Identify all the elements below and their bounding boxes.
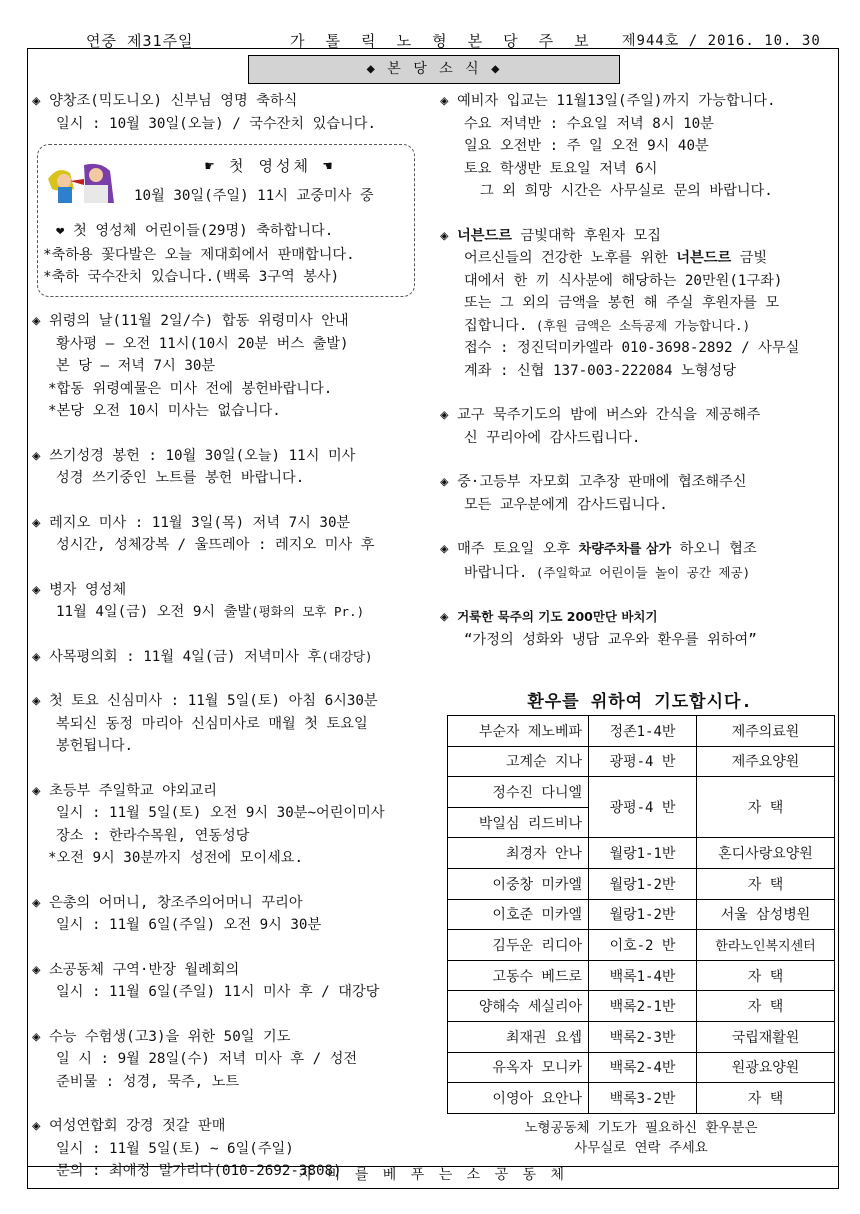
notice-line: 금빛 [731, 250, 768, 266]
notice-line: 접수 : 정진덕미카엘라 010-3698-2892 / 사무실 [464, 340, 800, 356]
week-label: 연중 제31주일 [86, 32, 194, 50]
table-row [448, 838, 835, 869]
patient-group: 이호-2 반 [589, 930, 697, 961]
table-row [448, 716, 835, 747]
patient-name: 최경자 안나 [448, 838, 589, 869]
notice-title: ◈ 쓰기성경 봉헌 : 10월 30일(오늘) 11시 미사 [32, 447, 356, 464]
patient-group: 백록1-4반 [589, 960, 697, 991]
notice-rosary-campaign [440, 606, 835, 651]
notice-title: ◈ 사목평의회 : 11월 4일(금) 저녁미사 후 [32, 648, 322, 665]
notice-line: 일시 : 11월 5일(토) 오전 9시 30분~어린이미사 [56, 805, 385, 821]
patient-place: 한라노인복지센터 [697, 930, 835, 961]
patient-name: 박일심 리드비나 [448, 807, 589, 838]
patient-place: 자 택 [697, 777, 835, 838]
notice-line: 일요 오전반 : 주 일 오전 9시 40분 [464, 138, 709, 154]
notice-line: 일시 : 10월 30일(오늘) / 국수잔치 있습니다. [56, 115, 376, 132]
communion-title: ☛ 첫 영성체 ☚ [204, 157, 336, 175]
right-column [440, 90, 835, 651]
communion-congrats: ❤ 첫 영성체 어린이들(29명) 축하합니다. [56, 223, 334, 239]
footer-motto: 자 비 를 베 푸 는 소 공 동 체 [27, 1166, 839, 1189]
notice-line: 문의 : 최애정 말가리다(010-2692-3808) [56, 1163, 342, 1179]
table-row [448, 930, 835, 961]
patient-name: 고동수 베드로 [448, 960, 589, 991]
notice-handwritten: 차량주차를 삼가 [578, 542, 672, 557]
notice-title: ◈ 위령의 날(11월 2일/수) 합동 위령미사 안내 [32, 313, 349, 329]
notice-title: ◈ 여성연합회 강경 젓갈 판매 [32, 1118, 226, 1134]
notice-council [32, 646, 432, 669]
notice-feast [32, 90, 432, 135]
notice-title: ◈ 교구 묵주기도의 밤에 버스와 간식을 제공해주 [440, 407, 761, 423]
notice-line: 토요 학생반 토요일 저녁 6시 [464, 160, 658, 177]
table-row [448, 777, 835, 808]
patient-name: 정수진 다니엘 [448, 777, 589, 808]
notice-sick [32, 579, 432, 624]
patient-group: 월랑1-2반 [589, 899, 697, 930]
notice-title: ◈ 레지오 미사 : 11월 3일(목) 저녁 7시 30분 [32, 514, 351, 531]
patient-place: 서울 삼성병원 [697, 899, 835, 930]
patient-group: 광평-4 반 [589, 746, 697, 777]
notice-line: 성시간, 성체강복 / 울뜨레아 : 레지오 미사 후 [56, 537, 375, 553]
notice-line: 일시 : 11월 5일(토) ~ 6일(주일) [56, 1140, 294, 1157]
table-row [448, 899, 835, 930]
patient-place: 원광요양원 [697, 1052, 835, 1083]
patient-name: 이호준 미카엘 [448, 899, 589, 930]
table-row [448, 991, 835, 1022]
patient-place: 혼디사랑요양원 [697, 838, 835, 869]
notice-memorial [32, 310, 432, 423]
communion-flowers: *축하용 꽃다발은 오늘 제대회에서 판매합니다. [43, 247, 355, 263]
notice-line: 또는 그 외의 금액을 봉헌 해 주실 후원자를 모 [464, 295, 780, 311]
notice-title: ◈ 예비자 입교는 11월13일(주일)까지 가능합니다. [440, 93, 776, 109]
notice-handwritten: 너븐드르 [676, 250, 732, 266]
notice-line: 바랍니다. [464, 564, 536, 581]
notice-school-trip [32, 780, 432, 870]
notice-title: ◈ 병자 영성체 [32, 581, 127, 598]
communion-illustration [44, 159, 120, 207]
table-row [448, 868, 835, 899]
notice-exam-prayer [32, 1026, 432, 1094]
notice-line: 모든 교우분에게 감사드립니다. [464, 496, 668, 513]
notice-note: (평화의 모후 Pr.) [251, 604, 365, 619]
patient-group: 월랑1-2반 [589, 868, 697, 899]
table-row [448, 746, 835, 777]
patient-name: 고계순 지나 [448, 746, 589, 777]
issue-number: 제944호 / 2016. 10. 30 [622, 33, 821, 49]
notice-line: *본당 오전 10시 미사는 없습니다. [48, 403, 281, 419]
patient-group: 월랑1-1반 [589, 838, 697, 869]
patient-group: 정존1-4반 [589, 716, 697, 747]
bulletin-title: 가 톨 릭 노 형 본 당 주 보 [290, 32, 595, 50]
notice-legio [32, 512, 432, 557]
patient-place: 제주요양원 [697, 746, 835, 777]
notice-handwritten: 너븐드르 [457, 227, 512, 244]
prayer-note [447, 1118, 835, 1158]
notice-line: *합동 위령예물은 미사 전에 봉헌바랍니다. [48, 380, 333, 397]
notice-bullet: ◈ [440, 609, 458, 625]
notice-title: ◈ 첫 토요 신심미사 : 11월 5일(토) 아침 6시30분 [32, 693, 378, 709]
notice-note: (주일학교 어린이들 놀이 공간 제공) [535, 564, 751, 580]
patient-name: 유옥자 모니카 [448, 1052, 589, 1083]
notice-line: *오전 9시 30분까지 성전에 모이세요. [48, 850, 304, 866]
patient-place: 제주의료원 [697, 716, 835, 747]
notice-line: 계좌 : 신협 137-003-222084 노형성당 [464, 362, 736, 379]
notice-title: ◈ 양창조(믹도니오) 신부님 영명 축하식 [32, 93, 298, 109]
notice-line: 복되신 동정 마리아 신심미사로 매월 첫 토요일 [56, 715, 368, 732]
notice-meeting [32, 959, 432, 1004]
patient-place: 자 택 [697, 991, 835, 1022]
patient-name: 이중창 미카엘 [448, 868, 589, 899]
notice-line: 일시 : 11월 6일(주일) 11시 미사 후 / 대강당 [56, 984, 380, 1000]
notice-line: 성경 쓰기중인 노트를 봉헌 바랍니다. [56, 470, 305, 486]
table-row [448, 960, 835, 991]
patient-name: 부순자 제노베파 [448, 716, 589, 747]
notice-title: 금빛대학 후원자 모집 [511, 227, 661, 244]
notice-pepper-sale [440, 471, 835, 516]
patient-group: 백록2-4반 [589, 1052, 697, 1083]
patient-place: 자 택 [697, 1083, 835, 1114]
prayer-note-line: 노형공동체 기도가 필요하신 환우분은 [524, 1120, 758, 1136]
patient-place: 자 택 [697, 960, 835, 991]
notice-line: 집합니다. [464, 317, 536, 334]
patient-name: 김두운 리디아 [448, 930, 589, 961]
notice-line: 수요 저녁반 : 수요일 저녁 8시 10분 [464, 115, 714, 132]
left-column-2 [32, 310, 432, 1183]
notice-line: 봉헌됩니다. [56, 738, 134, 754]
notice-title: ◈ 은총의 어머니, 창조주의어머니 꾸리아 [32, 894, 303, 911]
notice-line: 장소 : 한라수목원, 연동성당 [56, 827, 250, 844]
notice-line: 그 외 희망 시간은 사무실로 문의 바랍니다. [480, 183, 773, 199]
notice-title: ◈ 중·고등부 자모회 고추장 판매에 협조해주신 [440, 474, 747, 490]
notice-curia [32, 892, 432, 937]
communion-time: 10월 30일(주일) 11시 교중미사 중 [134, 188, 374, 204]
patient-name: 이영아 요안나 [448, 1083, 589, 1114]
notice-title: ◈ 수능 수험생(고3)을 위한 50일 기도 [32, 1028, 291, 1045]
notice-line: 준비물 : 성경, 묵주, 노트 [56, 1073, 240, 1090]
notice-line: “가정의 성화와 냉담 교우와 환우를 위하여” [464, 631, 757, 648]
notice-line: 신 꾸리아에 감사드립니다. [464, 429, 641, 446]
left-column [32, 90, 432, 135]
prayer-note-line: 사무실로 연락 주세요 [574, 1140, 708, 1156]
notice-bible [32, 445, 432, 490]
notice-line: 일시 : 11월 6일(주일) 오전 9시 30분 [56, 917, 322, 933]
prayer-table [447, 715, 835, 1114]
notice-line: 일 시 : 9월 28일(수) 저녁 미사 후 / 성전 [56, 1051, 358, 1067]
notice-handwritten: 거룩한 묵주의 기도 200만단 바치기 [457, 609, 658, 624]
notice-title: ◈ 초등부 주일학교 야외교리 [32, 782, 217, 799]
notice-line: 대에서 한 끼 식사분에 해당하는 20만원(1구좌) [464, 272, 783, 289]
patient-place: 국립재활원 [697, 1021, 835, 1052]
notice-title: ◈ 매주 토요일 오후 [440, 541, 579, 557]
patient-group: 광평-4 반 [589, 777, 697, 838]
notice-line: 본 당 – 저녁 7시 30분 [56, 358, 216, 374]
notice-line: 11월 4일(금) 오전 9시 출발 [56, 604, 252, 620]
notice-title: 하오니 협조 [671, 541, 757, 557]
patient-name: 최재권 요셉 [448, 1021, 589, 1052]
notice-first-saturday [32, 690, 432, 758]
notice-note: (후원 금액은 소득공제 가능합니다.) [535, 317, 751, 333]
notice-parking [440, 538, 835, 584]
table-row [448, 1021, 835, 1052]
patient-group: 백록2-1반 [589, 991, 697, 1022]
table-row [448, 1052, 835, 1083]
notice-rosary-thanks [440, 404, 835, 449]
prayer-title: 환우를 위하여 기도합시다. [527, 692, 753, 712]
patient-group: 백록3-2반 [589, 1083, 697, 1114]
communion-noodles: *축하 국수잔치 있습니다.(백록 3구역 봉사) [43, 269, 340, 285]
patient-name: 양해숙 세실리아 [448, 991, 589, 1022]
table-row [448, 1083, 835, 1114]
notice-note: (대강당) [321, 648, 373, 664]
notice-line: 황사평 – 오전 11시(10시 20분 버스 출발) [56, 335, 349, 352]
section-banner: ◆ 본 당 소 식 ◆ [248, 55, 620, 84]
notice-catechumen [440, 90, 835, 203]
patient-place: 자 택 [697, 868, 835, 899]
notice-line: 어르신들의 건강한 노후를 위한 [464, 250, 677, 266]
notice-golden-college [440, 225, 835, 383]
notice-title: ◈ 소공동체 구역·반장 월례회의 [32, 961, 240, 978]
notice-bullet: ◈ [440, 227, 458, 244]
patient-group: 백록2-3반 [589, 1021, 697, 1052]
